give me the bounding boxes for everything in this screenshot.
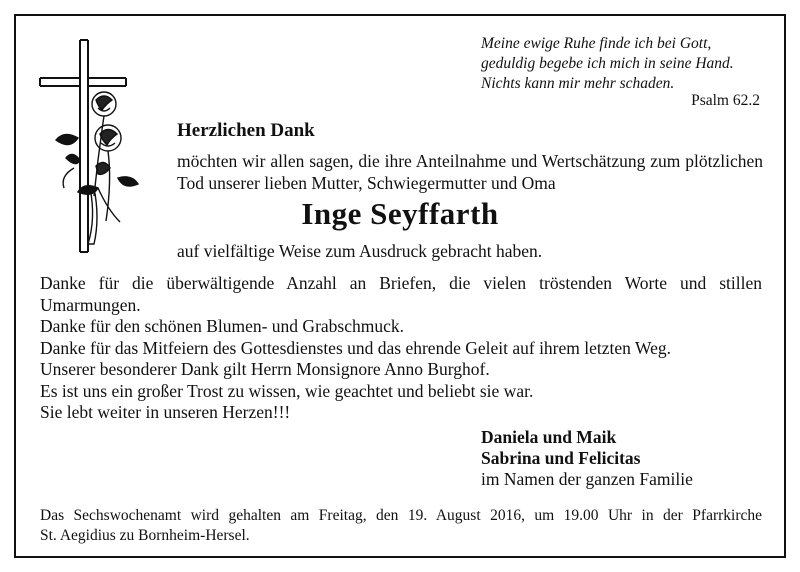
- psalm-quote: [481, 34, 763, 94]
- thanks-line: Sie lebt weiter in unseren Herzen!!!: [40, 402, 291, 422]
- psalm-line: Nichts kann mir mehr schaden.: [481, 75, 675, 92]
- psalm-line: Meine ewige Ruhe finde ich bei Gott,: [481, 35, 712, 52]
- signature-line: im Namen der ganzen Familie: [481, 469, 693, 489]
- footer-notice: [40, 506, 762, 546]
- thanks-line: Es ist uns ein großer Trost zu wissen, wie geachtet und beliebt sie war.: [40, 380, 534, 401]
- after-name-text: auf vielfältige Weise zum Ausdruck gebracht haben.: [177, 241, 543, 261]
- psalm-reference: Psalm 62.2: [691, 92, 760, 109]
- thanks-line: Danke für das Mitfeiern des Gottesdienstes und das ehrende Geleit auf ihrem letzten Weg.: [40, 337, 671, 358]
- deceased-name: Inge Seyffarth: [301, 196, 499, 231]
- psalm-line: geduldig begebe ich mich in seine Hand.: [481, 55, 734, 72]
- thanks-paragraph: [40, 273, 762, 424]
- thanks-line: Unserer besonderer Dank gilt Herrn Monsignore Anno Burghof.: [40, 359, 490, 379]
- thanks-line: Umarmungen.: [40, 294, 141, 315]
- thanks-line: Danke für die überwältigende Anzahl an Briefen, die vielen tröstenden Worte und stillen: [40, 273, 762, 293]
- heading: Herzlichen Dank: [177, 120, 315, 141]
- signature-line: Sabrina und Felicitas: [481, 448, 641, 468]
- intro-text: möchten wir allen sagen, die ihre Anteilnahme und Wertschätzung zum plötzlichen Tod unserer lieben Mutter, Schwiegermutter und Oma: [177, 151, 763, 193]
- signature-line: Daniela und Maik: [481, 427, 617, 447]
- footer-line: Das Sechswochenamt wird gehalten am Freitag, den 19. August 2016, um 19.00 Uhr in der Pfarrkirche: [40, 507, 762, 524]
- footer-line: St. Aegidius zu Bornheim-Hersel.: [40, 527, 250, 544]
- signature: [481, 427, 693, 490]
- thanks-line: Danke für den schönen Blumen- und Grabschmuck.: [40, 316, 404, 336]
